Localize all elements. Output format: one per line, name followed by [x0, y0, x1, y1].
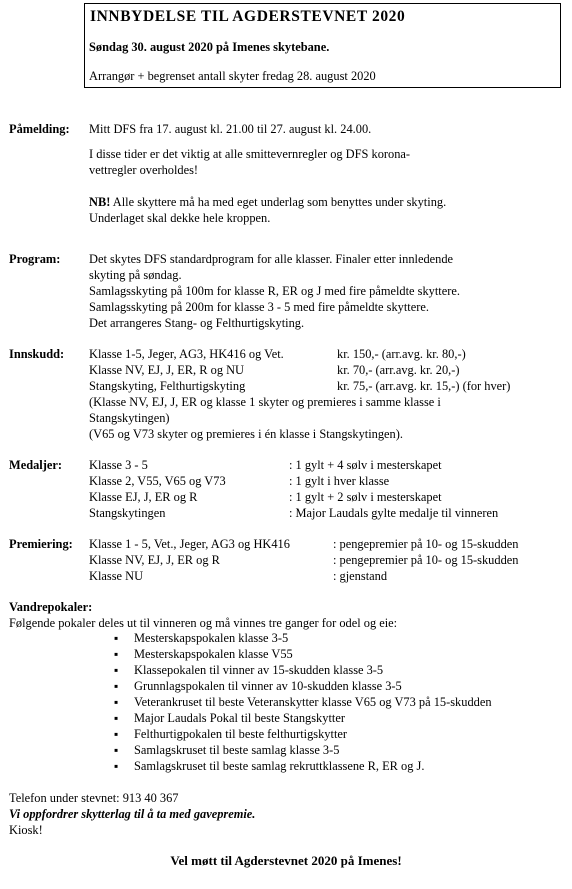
premiering-label: Premiering: [9, 537, 73, 551]
pamelding-line: Mitt DFS fra 17. august kl. 21.00 til 27. august kl. 24.00. [89, 122, 372, 136]
pamelding-nb [89, 194, 446, 210]
innskudd-class: Klasse 1-5, Jeger, AG3, HK416 og Vet. [89, 347, 284, 361]
kiosk-line: Kiosk! [9, 823, 43, 837]
medal-award: : Major Laudals gylte medalje til vinneren [289, 506, 499, 520]
trophy-item: ▪ Felthurtigpokalen til beste felthurtigskytter [134, 726, 347, 742]
trophy-item: ▪ Mesterskapspokalen klasse V55 [134, 646, 293, 662]
pamelding-line: Underlaget skal dekke hele kroppen. [89, 211, 271, 225]
medal-award: : 1 gylt + 2 sølv i mesterskapet [289, 490, 442, 504]
trophy-item: ▪ Veterankruset til beste Veteranskytter klasse V65 og V73 på 15-skudden [134, 694, 492, 710]
medal-class: Klasse 3 - 5 [89, 458, 148, 472]
vandrepokaler-intro: Følgende pokaler deles ut til vinneren og må vinnes tre ganger for odel og eie: [9, 616, 398, 630]
medaljer-label: Medaljer: [9, 458, 62, 472]
program-line: Samlagsskyting på 200m for klasse 3 - 5 med fire påmeldte skyttere. [89, 300, 429, 314]
phone-line: Telefon under stevnet: 913 40 367 [9, 791, 179, 805]
program-line: Det skytes DFS standardprogram for alle klasser. Finaler etter innledende [89, 252, 454, 266]
vandrepokaler-label: Vandrepokaler: [9, 600, 93, 614]
nb-marker: NB! [89, 195, 111, 209]
prize-class: Klasse 1 - 5, Vet., Jeger, AG3 og HK416 [89, 537, 290, 551]
program-line: Det arrangeres Stang- og Felthurtigskyting. [89, 316, 305, 330]
innskudd-fee: kr. 150,- (arr.avg. kr. 80,-) [337, 347, 466, 361]
program-line: Samlagsskyting på 100m for klasse R, ER og J med fire påmeldte skyttere. [89, 284, 460, 298]
innskudd-fee: kr. 70,- (arr.avg. kr. 20,-) [337, 363, 460, 377]
trophy-item: ▪ Grunnlagspokalen til vinner av 10-skudden klasse 3-5 [134, 678, 402, 694]
trophy-item: ▪ Major Laudals Pokal til beste Stangskytter [134, 710, 345, 726]
medal-class: Klasse 2, V55, V65 og V73 [89, 474, 226, 488]
welcome-line: Vel møtt til Agderstevnet 2020 på Imenes! [170, 853, 402, 868]
prize-class: Klasse NV, EJ, J, ER og R [89, 553, 220, 567]
trophy-item: ▪ Mesterskapspokalen klasse 3-5 [134, 630, 288, 646]
event-date: Søndag 30. august 2020 på Imenes skytebane. [89, 40, 330, 54]
trophy-item: ▪ Samlagskruset til beste samlag rekruttklassene R, ER og J. [134, 758, 424, 774]
prize-award: : gjenstand [333, 569, 388, 583]
medal-class: Klasse EJ, J, ER og R [89, 490, 198, 504]
gift-line: Vi oppfordrer skytterlag til å ta med gavepremie. [9, 807, 256, 821]
innskudd-note: Stangskytingen) [89, 411, 170, 425]
innskudd-note: (Klasse NV, EJ, J, ER og klasse 1 skyter og premieres i samme klasse i [89, 395, 441, 409]
prize-class: Klasse NU [89, 569, 144, 583]
innskudd-class: Klasse NV, EJ, J, ER, R og NU [89, 363, 245, 377]
page-title: INNBYDELSE TIL AGDERSTEVNET 2020 [90, 8, 406, 25]
innskudd-note: (V65 og V73 skyter og premieres i én klasse i Stangskytingen). [89, 427, 403, 441]
program-label: Program: [9, 252, 61, 266]
trophy-item: ▪ Klassepokalen til vinner av 15-skudden klasse 3-5 [134, 662, 383, 678]
pamelding-line: vettregler overholdes! [89, 163, 199, 177]
medal-award: : 1 gylt + 4 sølv i mesterskapet [289, 458, 442, 472]
program-line: skyting på søndag. [89, 268, 182, 282]
prize-award: : pengepremier på 10- og 15-skudden [333, 537, 519, 551]
trophy-item: ▪ Samlagskruset til beste samlag klasse 3-5 [134, 742, 339, 758]
innskudd-class: Stangskyting, Felthurtigskyting [89, 379, 246, 393]
friday-info: Arrangør + begrenset antall skyter fredag 28. august 2020 [89, 69, 376, 83]
medal-award: : 1 gylt i hver klasse [289, 474, 390, 488]
prize-award: : pengepremier på 10- og 15-skudden [333, 553, 519, 567]
medal-class: Stangskytingen [89, 506, 166, 520]
innskudd-label: Innskudd: [9, 347, 65, 361]
pamelding-label: Påmelding: [9, 122, 70, 136]
innskudd-fee: kr. 75,- (arr.avg. kr. 15,-) (for hver) [337, 379, 511, 393]
pamelding-line: I disse tider er det viktig at alle smittevernregler og DFS korona- [89, 147, 411, 161]
nb-text: Alle skyttere må ha med eget underlag som benyttes under skyting. [110, 195, 447, 209]
